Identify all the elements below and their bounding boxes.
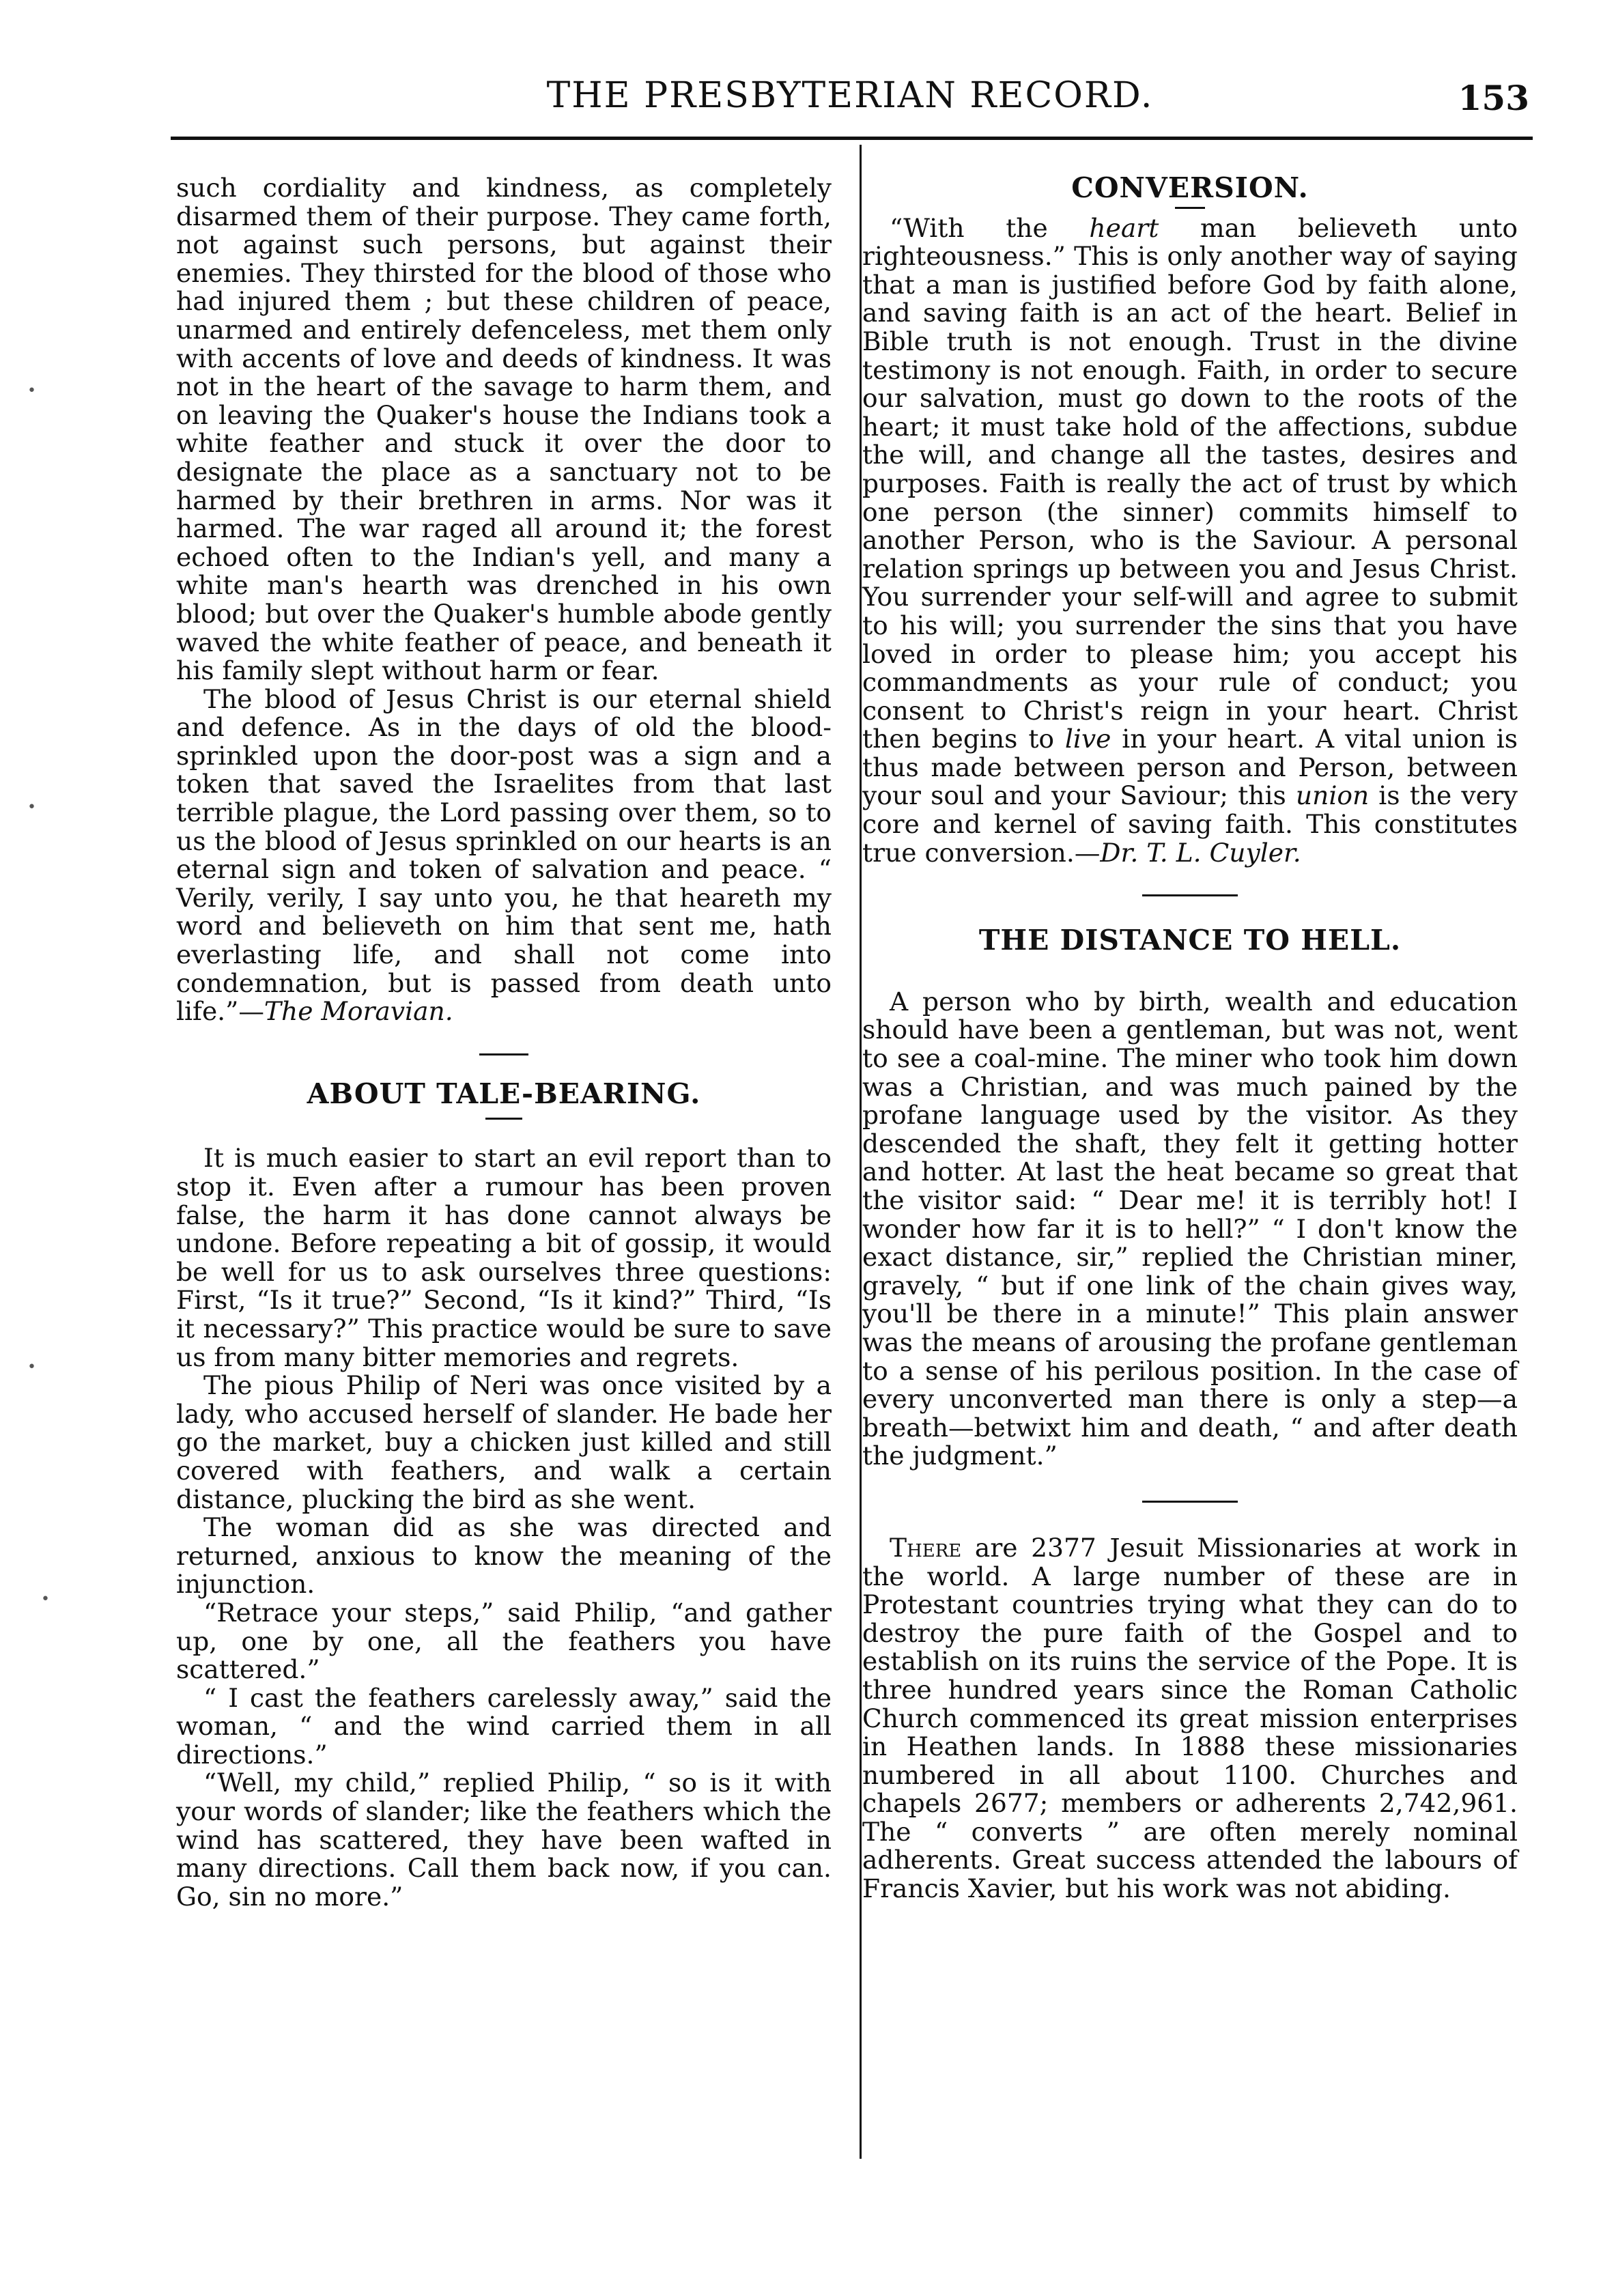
conversion-text: in your heart. A vital union is thus made between person and Person, between your soul and your Saviour; this <box>862 724 1518 811</box>
philip-neri-paragraph: The pious Philip of Neri was once visited by a lady, who accused herself of slander. He bade her go the market, buy a chicken just killed and still covered with feathers, and walk a certain distance, plucking the bird as she went. <box>176 1370 832 1514</box>
conversion-heading: CONVERSION. <box>1071 171 1309 204</box>
running-title: THE PRESBYTERIAN RECORD. <box>546 75 1154 116</box>
quaker-story-paragraph: such cordiality and kindness, as completely disarmed them of their purpose. They came forth, not against such persons, but against their enemies. They thirsted for the blood of those who had injured them ; but these children of peace, unarmed and entirely defenceless, met them only with accents of love and deeds of kindness. It was not in the heart of the savage to harm them, and on leaving the Quaker's house the Indians took a white feather and stuck it over the door to designate the place as a sanctuary not to be harmed by their brethren in arms. Nor was it harmed. The war raged all around it; the forest echoed often to the Indian's yell, and many a white man's hearth was drenched in his own blood; but over the Quaker's humble abode gently waved the white feather of peace, and beneath it his family slept without harm or fear. <box>176 173 832 686</box>
conversion-text: is the very core and kernel of saving faith. This constitutes true conversion.— <box>862 780 1518 868</box>
page-header <box>171 75 1529 130</box>
feathers-away-paragraph: “ I cast the feathers carelessly away,” said the woman, “ and the wind carried them in all directions.” <box>176 1682 832 1770</box>
margin-mark: • <box>41 1591 50 1608</box>
section-separator <box>479 1053 528 1055</box>
blood-of-christ-text: The blood of Jesus Christ is our eternal shield and defence. As in the days of old the blood-sprinkled upon the door-post was a sign and a token that saved the Israelites from that last terrible plague, the Lord passing over them, so to us the blood of Jesus sprinkled on our hearts is an eternal sign and token of salvation and peace. “ Verily, verily, I say unto you, he that heareth my word and believeth on him that sent me, hath everlasting life, and shall not come into condemnation, but is passed from death unto life.”— <box>176 683 832 1027</box>
margin-mark: • <box>27 382 36 399</box>
heading-rule <box>485 1118 522 1120</box>
distance-to-hell-heading: THE DISTANCE TO HELL. <box>978 924 1402 957</box>
right-column <box>862 171 1518 1904</box>
cuyler-attribution: Dr. T. L. Cuyler. <box>1100 837 1301 868</box>
header-rule <box>171 137 1533 140</box>
conversion-italic-heart: heart <box>1089 212 1159 243</box>
jesuit-paragraph <box>862 1534 1518 1903</box>
section-separator <box>1142 894 1238 896</box>
tale-bearing-heading: ABOUT TALE-BEARING. <box>307 1077 701 1110</box>
left-column <box>176 174 832 1911</box>
woman-returned-paragraph: The woman did as she was directed and returned, anxious to know the meaning of the injunction. <box>176 1512 832 1600</box>
conversion-text: man believeth unto righteousness.” This is only another way of saying that a man is justified before God by faith alone, and saving faith is an act of the heart. Belief in Bible truth is not enough. Trust in the divine testimony is not enough. Faith, in order to secure our salvation, must go down to the roots of the heart; it must take hold of the affections, subdue the will, and change all the tastes, desires and purposes. Faith is really the act of trust by which one person (the sinner) commits himself to another Person, who is the Saviour. A personal relation springs up between you and Jesus Christ. You surrender your self-will and agree to submit to his will; you surrender the sins that you have loved in order to please him; you accept his commandments as your rule of conduct; you consent to Christ's reign in your heart. Christ then begins to <box>862 212 1518 754</box>
heading-rule <box>1175 207 1205 209</box>
conversion-paragraph <box>862 214 1518 868</box>
conversion-italic-live: live <box>1064 724 1111 754</box>
coal-mine-paragraph: A person who by birth, wealth and education should have been a gentleman, but was not, went to see a coal-mine. The miner who took him down was a Christian, and was much pained by the profane language used by the visitor. As they descended the shaft, they felt it getting hotter and hotter. At last the heat became so great that the visitor said: “ Dear me! it is terribly hot! I wonder how far it is to hell?” “ I don't know the exact distance, sir,” replied the Christian miner, gravely, “ but if one link of the chain gives way, you'll be there in a minute!” This plain answer was the means of arousing the profane gentleman to a sense of his perilous position. In the case of every unconverted man there is only a step—a breath—betwixt him and death, “ and after death the judgment.” <box>862 986 1518 1471</box>
page-number: 153 <box>1458 78 1529 118</box>
conversion-italic-union: union <box>1295 780 1370 811</box>
moravian-attribution: The Moravian. <box>264 996 453 1027</box>
heading-spacer <box>862 955 1518 988</box>
conversion-text: “With the <box>890 212 1090 243</box>
jesuit-text: are 2377 Jesuit Missionaries at work in the world. A large number of these are in Protestant countries trying what they can do to destroy the pure faith of the Gospel and to establish on its ruins the service of the Pope. It is three hundred years since the Roman Catholic Church commenced its great mission enterprises in Heathen lands. In 1888 these missionaries numbered in all about 1100. Churches and chapels 2677; members or adherents 2,742,961. The “ converts ” are often merely nominal adherents. Great success attended the labours of Francis Xavier, but his work was not abiding. <box>862 1532 1518 1904</box>
blood-of-christ-paragraph <box>176 685 832 1026</box>
jesuit-lead-word: There <box>890 1532 962 1563</box>
evil-report-paragraph: It is much easier to start an evil report than to stop it. Even after a rumour has been proven false, the harm it has done cannot always be undone. Before repeating a bit of gossip, it would be well for us to ask ourselves three questions: First, “Is it true?” Second, “Is it kind?” Third, “Is it necessary?” This practice would be sure to save us from many bitter memories and regrets. <box>176 1143 832 1372</box>
retrace-steps-paragraph: “Retrace your steps,” said Philip, “and gather up, one by one, all the feathers you have scattered.” <box>176 1597 832 1685</box>
margin-mark: • <box>27 1359 36 1376</box>
section-separator <box>1142 1501 1238 1503</box>
margin-mark: • <box>27 799 36 816</box>
column-divider <box>860 145 862 2159</box>
words-of-slander-paragraph: “Well, my child,” replied Philip, “ so is it with your words of slander; like the feathers which the wind has scattered, they have been wafted in many directions. Call them back now, if you can. Go, sin no more.” <box>176 1768 832 1912</box>
